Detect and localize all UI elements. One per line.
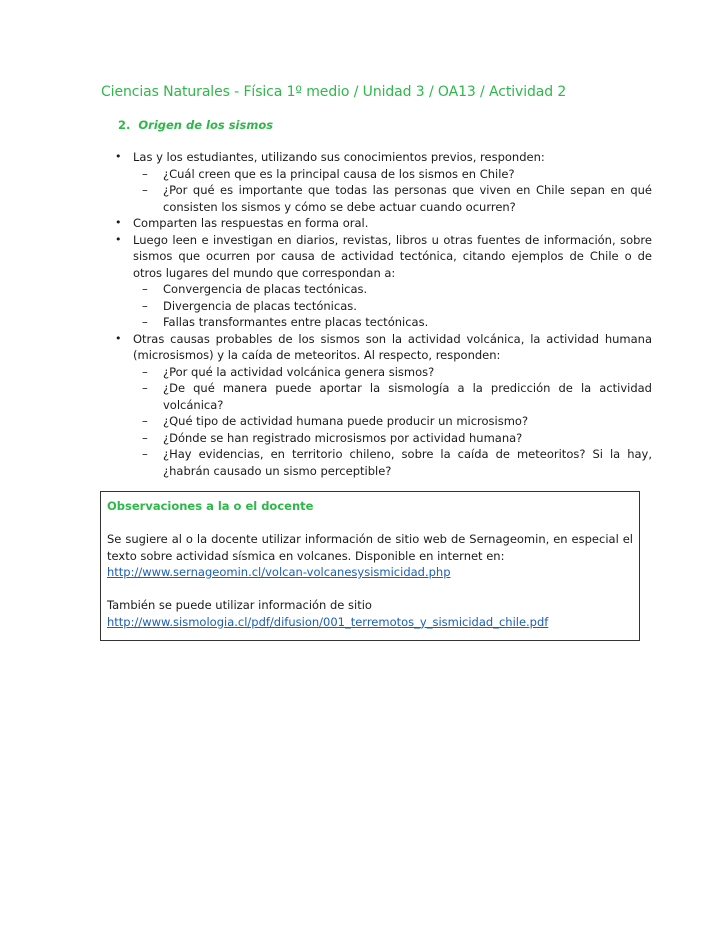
sub-list: [133, 166, 652, 216]
sub-list-item: – ¿Por qué es importante que todas las personas que viven en Chile sepan en qué consisten los sismos y cómo se debe actuar cuando ocurren?: [163, 182, 652, 215]
list-item: [112, 149, 652, 215]
sernageomin-link[interactable]: http://www.sernageomin.cl/volcan-volcanesysismicidad.php: [107, 565, 451, 579]
sub-list-item: – ¿Hay evidencias, en territorio chileno, sobre la caída de meteoritos? Si la hay, ¿habrán causado un sismo perceptible?: [163, 446, 652, 479]
observations-paragraph: También se puede utilizar información de sitio: [107, 598, 372, 612]
section-heading: [118, 118, 273, 132]
sub-list-item: – Convergencia de placas tectónicas.: [163, 281, 652, 298]
sub-list-item: – ¿Qué tipo de actividad humana puede producir un microsismo?: [163, 413, 652, 430]
sub-list-item: – ¿Dónde se han registrado microsismos por actividad humana?: [163, 430, 652, 447]
sub-list: [133, 364, 652, 480]
sismologia-link[interactable]: http://www.sismologia.cl/pdf/difusion/001_terremotos_y_sismicidad_chile.pdf: [107, 614, 549, 629]
observations-paragraph: Se sugiere al o la docente utilizar información de sitio web de Sernageomin, en especial el texto sobre actividad sísmica en volcanes. Disponible en internet en:: [107, 532, 633, 563]
activity-content: [112, 149, 652, 479]
observations-title: Observaciones a la o el docente: [107, 499, 314, 513]
section-title: Origen de los sismos: [138, 118, 274, 132]
sub-list-item: – ¿Por qué la actividad volcánica genera sismos?: [163, 364, 652, 381]
list-item-text: Las y los estudiantes, utilizando sus conocimientos previos, responden:: [133, 150, 545, 164]
sub-list-item: – ¿Cuál creen que es la principal causa de los sismos en Chile?: [163, 166, 652, 183]
list-item: [112, 215, 652, 232]
list-item-text: Comparten las respuestas en forma oral.: [133, 216, 369, 230]
breadcrumb: Ciencias Naturales - Física 1º medio / Unidad 3 / OA13 / Actividad 2: [101, 84, 567, 100]
sub-list-item: – Divergencia de placas tectónicas.: [163, 298, 652, 315]
list-item-text: Otras causas probables de los sismos son la actividad volcánica, la actividad humana (microsismos) y la caída de meteoritos. Al respecto, responden:: [133, 331, 652, 362]
sub-list-item: – Fallas transformantes entre placas tectónicas.: [163, 314, 652, 331]
teacher-observations-box: [100, 491, 640, 641]
list-item-text: Luego leen e investigan en diarios, revistas, libros u otras fuentes de información, sobre sismos que ocurren por causa de actividad tectónica, citando ejemplos de Chile o de otros lugares del mundo que correspondan a:: [133, 232, 652, 280]
sub-list-item: – ¿De qué manera puede aportar la sismología a la predicción de la actividad volcánica?: [163, 380, 652, 413]
activity-list: [112, 149, 652, 479]
list-item: [112, 331, 652, 480]
list-item: [112, 232, 652, 331]
section-number: 2.: [118, 118, 131, 132]
sub-list: [133, 281, 652, 331]
